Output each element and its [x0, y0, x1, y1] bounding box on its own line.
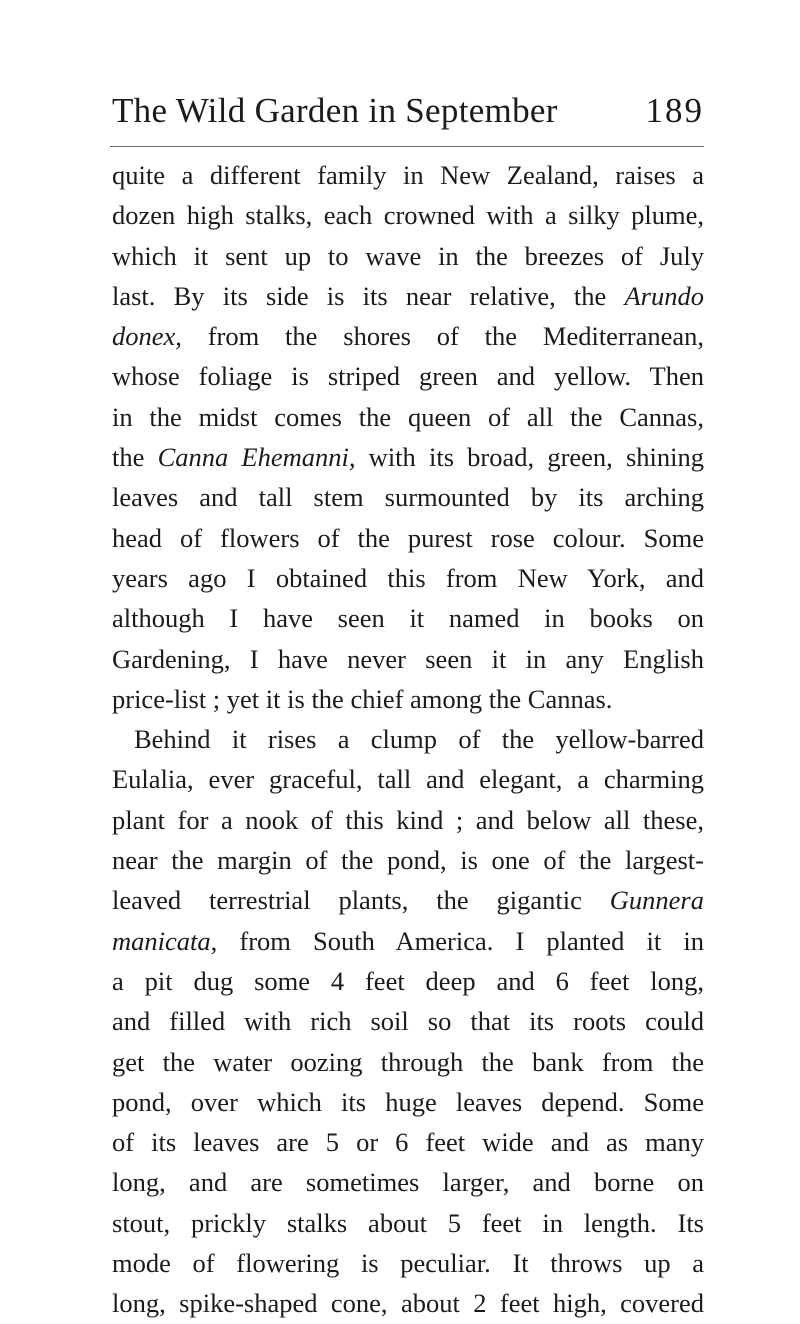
text-line: pond, over which its huge leaves depend. Some — [112, 1086, 704, 1117]
text-line: leaves and tall stem surmounted by its arching — [112, 482, 704, 513]
text-line: of its leaves are 5 or 6 feet wide and as many — [112, 1127, 704, 1158]
text-line: stout, prickly stalks about 5 feet in length. Its — [112, 1207, 704, 1238]
text-line: which it sent up to wave in the breezes of July — [112, 240, 704, 271]
text-line: in the midst comes the queen of all the Cannas, — [112, 401, 704, 432]
italic-species-name: donex, — [112, 321, 182, 352]
page-number: 189 — [645, 91, 704, 130]
text-line: although I have seen it named in books on — [112, 603, 704, 634]
text-line: plant for a nook of this kind ; and below all these, — [112, 804, 704, 835]
text-line: Behind it rises a clump of the yellow-barred — [134, 724, 704, 755]
text-line: manicata, from South America. I planted it in — [112, 925, 704, 956]
text-line: head of flowers of the purest rose colour. Some — [112, 522, 704, 553]
text-line: long, spike-shaped cone, about 2 feet high, covered — [112, 1288, 704, 1319]
text-line: leaved terrestrial plants, the gigantic Gunnera — [112, 885, 704, 916]
text-line: donex, from the shores of the Mediterranean, — [112, 321, 704, 352]
running-head — [112, 86, 704, 136]
text-line: whose foliage is striped green and yellow. Then — [112, 361, 704, 392]
text-line: a pit dug some 4 feet deep and 6 feet long, — [112, 965, 704, 996]
body-text — [112, 155, 704, 1324]
text-line: Gardening, I have never seen it in any English — [112, 643, 704, 674]
text-line: the Canna Ehemanni, with its broad, green, shining — [112, 442, 704, 473]
running-head-title: The Wild Garden in September — [112, 91, 558, 130]
text-line: and filled with rich soil so that its roots could — [112, 1006, 704, 1037]
text-line: quite a different family in New Zealand, raises a — [112, 160, 704, 190]
text-line: near the margin of the pond, is one of the largest- — [112, 845, 704, 876]
italic-species-name: manicata, — [112, 925, 218, 956]
text-line: get the water oozing through the bank from the — [112, 1046, 704, 1077]
text-line: long, and are sometimes larger, and borne on — [112, 1167, 704, 1198]
italic-species-name: Arundo — [624, 280, 704, 311]
text-line: price-list ; yet it is the chief among the Cannas. — [112, 683, 613, 714]
text-line: Eulalia, ever graceful, tall and elegant, a charming — [112, 764, 704, 795]
text-line: mode of flowering is peculiar. It throws up a — [112, 1248, 704, 1279]
italic-species-name: Gunnera — [609, 885, 704, 916]
italic-species-name: Canna Ehemanni, — [157, 442, 356, 473]
text-line: dozen high stalks, each crowned with a silky plume, — [112, 200, 704, 231]
text-line: last. By its side is its near relative, the Arundo — [112, 280, 704, 311]
header-rule — [110, 146, 704, 147]
text-line: years ago I obtained this from New York, and — [112, 562, 704, 593]
